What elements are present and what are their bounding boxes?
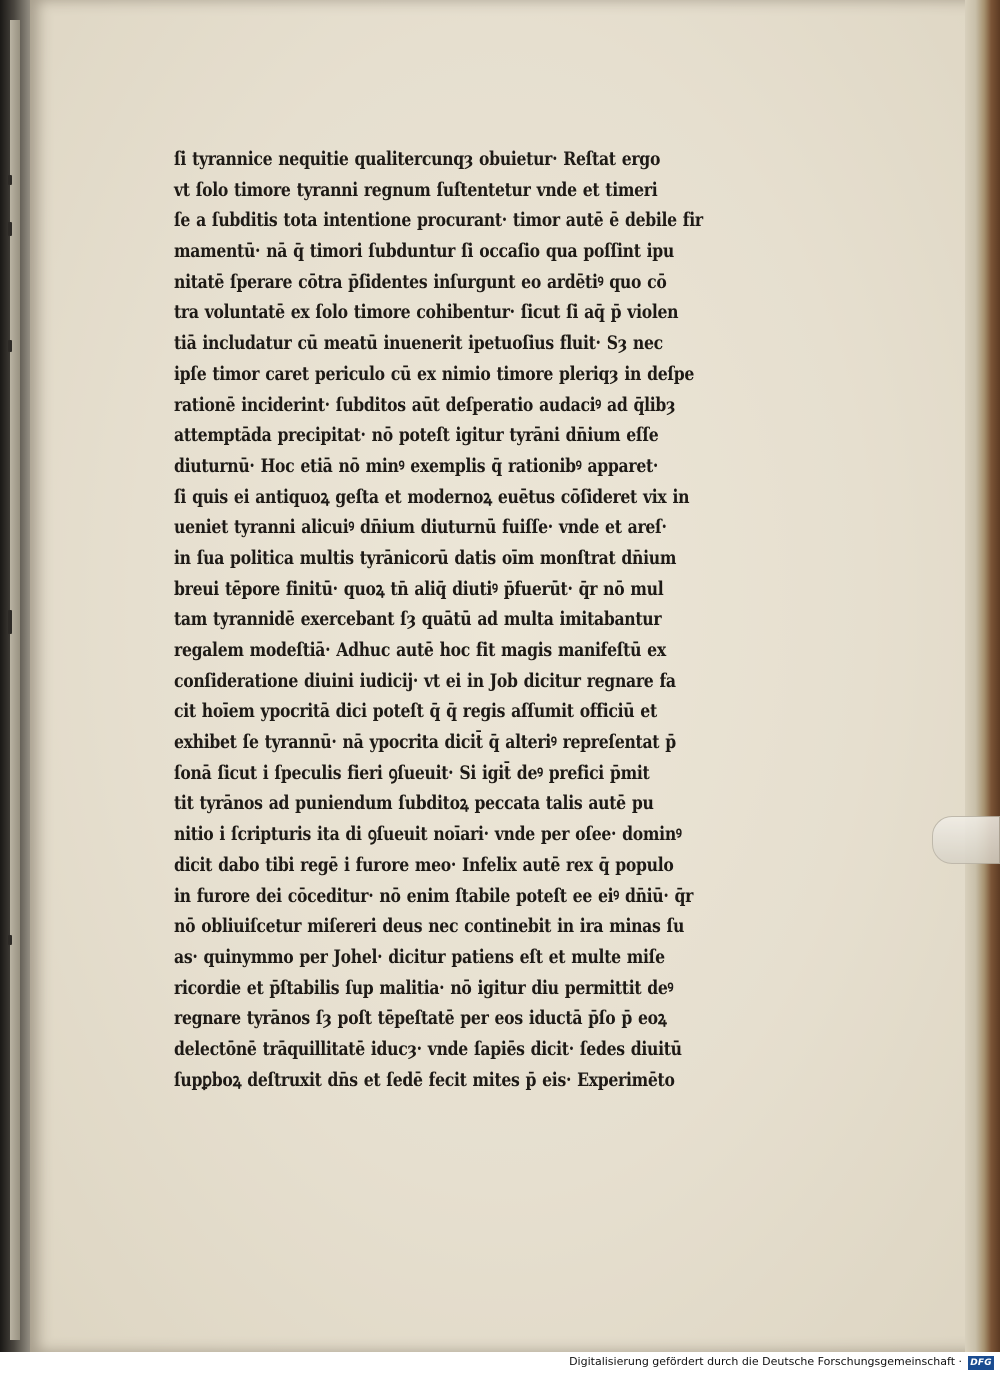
text-line: attemptāda precipitat· nō poteſt igitur tyrāni dn̄ium eſſe bbox=[174, 425, 659, 447]
text-line: breui tēpore finitū· quoꝝ tn̄ aliq̄ diutiꝰ p̄fuerūt· q̄r nō mul bbox=[174, 578, 664, 600]
text-line: delectōnē trāquillitatē iducȝ· vnde ſapiēs dicit· ſedes diuitū bbox=[174, 1038, 682, 1060]
text-line: nitatē ſperare cōtra p̄ſidentes inſurgunt eo ardētiꝰ quo cō bbox=[174, 271, 667, 293]
margin-mark bbox=[8, 340, 12, 352]
text-line: rationē inciderint· ſubditos aūt deſperatio audaciꝰ ad q̄libȝ bbox=[174, 394, 676, 416]
right-page-edges bbox=[965, 0, 1000, 1374]
text-line: ipſe timor caret periculo cū ex nimio timore pleriqȝ in deſpe bbox=[174, 363, 695, 385]
text-line: ſupꝑboꝝ deſtruxit dn̄s et ſedē fecit mites p̄ eis· Experimēto bbox=[174, 1069, 675, 1091]
book-page bbox=[30, 0, 975, 1352]
footer-credit-text: Digitalisierung gefördert durch die Deutsche Forschungsgemeinschaft · bbox=[569, 1355, 962, 1368]
text-line: regalem modeſtiā· Adhuc autē hoc fit magis manifeſtū ex bbox=[174, 640, 666, 661]
text-line: ſe a ſubditis tota intentione procurant· timor autē ē debile fir bbox=[174, 210, 703, 232]
margin-mark bbox=[8, 222, 12, 236]
page-clip bbox=[932, 816, 1000, 864]
text-line: ueniet tyranni alicuiꝰ dn̄ium diuturnū fuiſſe· vnde et areſ· bbox=[174, 517, 667, 539]
text-line: exhibet ſe tyrannū· nā ypocrita dicit̄ q̄ alteriꝰ repreſentat p̄ bbox=[174, 732, 676, 754]
text-line: ſi quis ei antiquoꝝ geſta et modernoꝝ euētus cōſideret vix in bbox=[174, 486, 690, 508]
text-line: ſi tyrannice nequitie qualitercunqȝ obuietur· Reſtat ergo bbox=[174, 149, 661, 170]
text-line: ricordie et p̄ſtabilis ſup malitia· nō igitur diu permittit deꝰ bbox=[174, 977, 674, 999]
text-line: vt ſolo timore tyranni regnum ſuſtentetur vnde et timeri bbox=[174, 179, 658, 201]
text-line: cit hoīem ypocritā dici poteſt q̄ q̄ regis aſſumit officiū et bbox=[174, 701, 657, 723]
text-line: regnare tyrānos ſȝ poſt tēpeſtatē per eos iductā p̄ſo p̄ eoꝝ bbox=[174, 1008, 667, 1030]
text-line: in ſua politica multis tyrānicorū datis oīm monſtrat dn̄ium bbox=[174, 547, 677, 569]
text-line: conſideratione diuini iudicij· vt ei in Job dicitur regnare fa bbox=[174, 670, 676, 692]
margin-mark bbox=[8, 935, 12, 945]
text-line: in furore dei cōceditur· nō enim ſtabile poteſt ee eiꝰ dn̄iū· q̄r bbox=[174, 885, 694, 907]
footer-bar bbox=[0, 1352, 1000, 1374]
text-line: dicit dabo tibi regē i furore meo· Infelix autē rex q̄ populo bbox=[174, 854, 674, 876]
text-line: tit tyrānos ad puniendum ſubditoꝝ peccata talis autē pu bbox=[174, 793, 654, 815]
text-line: tiā includatur cū meatū inuenerit ipetuoſius fluit· Sȝ nec bbox=[174, 333, 663, 355]
dfg-logo: DFG bbox=[968, 1356, 994, 1370]
page-text-block bbox=[174, 145, 774, 1096]
text-line: diuturnū· Hoc etiā nō minꝰ exemplis q̄ rationibꝰ apparet· bbox=[174, 455, 659, 477]
margin-mark bbox=[8, 610, 12, 634]
text-line: ſonā ſicut i ſpeculis fieri ꝯſueuit· Si igit̄ deꝰ prefici p̄mit bbox=[174, 762, 650, 784]
margin-mark bbox=[8, 175, 12, 185]
text-line: mamentū· nā q̄ timori ſubduntur ſi occaſio qua poſſint ipu bbox=[174, 241, 674, 263]
text-line: as· quinymmo per Johel· dicitur patiens eſt et multe miſe bbox=[174, 946, 665, 968]
text-line: nitio i ſcripturis ita di ꝯſueuit noīari· vnde per oſee· dominꝰ bbox=[174, 824, 682, 846]
text-line: nō obliuiſcetur miſereri deus nec continebit in ira minas ſu bbox=[174, 916, 685, 938]
text-line: tam tyrannidē exercebant ſȝ quātū ad multa imitabantur bbox=[174, 609, 662, 631]
left-page-strip bbox=[10, 20, 20, 1340]
text-line: tra voluntatē ex ſolo timore cohibentur· ſicut ſi aq̄ p̄ violen bbox=[174, 302, 679, 324]
